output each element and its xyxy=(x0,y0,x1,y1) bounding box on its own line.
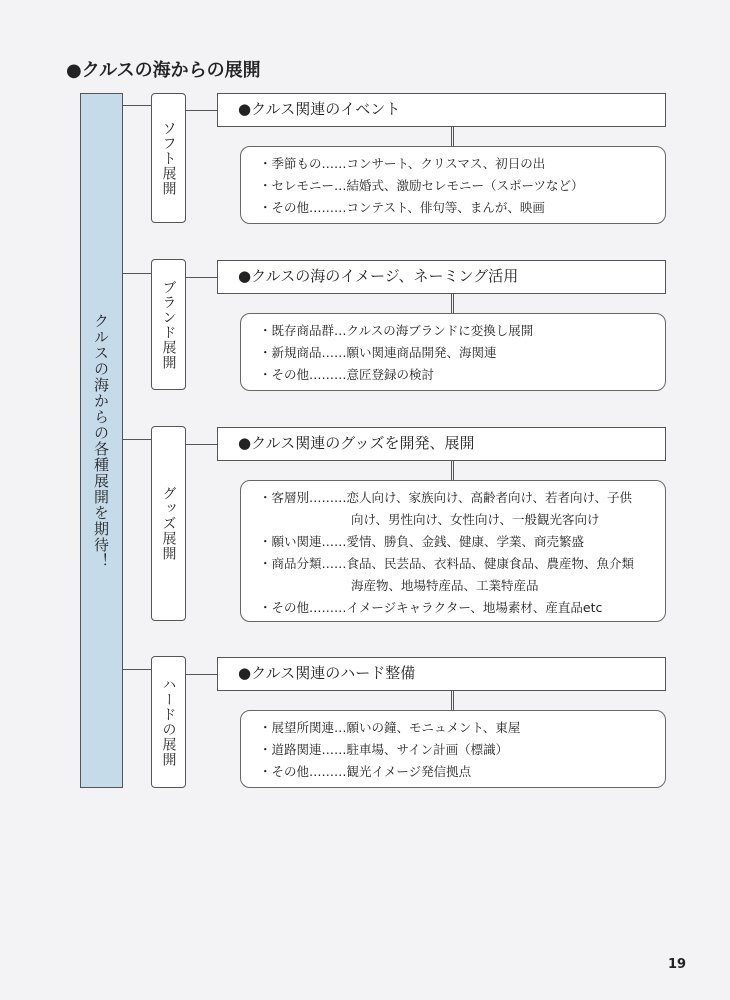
connector-heading-detail xyxy=(451,127,454,146)
category-box-brand xyxy=(151,259,186,390)
detail-row: ・その他………コンテスト、俳句等、まんが、映画 xyxy=(259,200,545,215)
connector-main-brand xyxy=(123,273,151,274)
detail-box-hard xyxy=(240,710,666,788)
main-label-box xyxy=(80,93,123,788)
section-heading-goods: ●クルス関連のグッズを開発、展開 xyxy=(217,427,666,461)
connector-brand-heading xyxy=(186,277,217,278)
title-bullet: ● xyxy=(66,60,82,81)
detail-row: ・道路関連……駐車場、サイン計画（標識） xyxy=(259,742,509,757)
detail-row: ・商品分類……食品、民芸品、衣料品、健康食品、農産物、魚介類 xyxy=(259,556,635,571)
category-label: ブランド展開 xyxy=(160,279,177,370)
detail-box-brand xyxy=(240,313,666,391)
detail-row-continuation: 海産物、地場特産品、工業特産品 xyxy=(351,578,539,593)
connector-main-goods xyxy=(123,439,151,440)
connector-soft-heading xyxy=(186,110,217,111)
detail-row: ・展望所関連…願いの鐘、モニュメント、東屋 xyxy=(259,720,521,735)
detail-row-continuation: 向け、男性向け、女性向け、一般観光客向け xyxy=(351,512,600,527)
category-box-hard xyxy=(151,656,186,788)
category-label: ハードの展開 xyxy=(160,677,177,767)
section-heading-soft: ●クルス関連のイベント xyxy=(217,93,666,127)
connector-goods-heading xyxy=(186,444,217,445)
detail-row: ・その他………イメージキャラクター、地場素材、産直品etc xyxy=(259,600,603,615)
page-title xyxy=(66,56,261,82)
detail-row: ・既存商品群…クルスの海ブランドに変換し展開 xyxy=(259,323,534,338)
connector-heading-detail xyxy=(451,691,454,710)
category-label: ソフト展開 xyxy=(160,120,177,196)
detail-row: ・その他………観光イメージ発信拠点 xyxy=(259,764,472,779)
title-text: クルスの海からの展開 xyxy=(81,60,261,81)
connector-main-soft xyxy=(123,105,151,106)
page-number: 19 xyxy=(668,957,687,972)
detail-row: ・新規商品……願い関連商品開発、海関連 xyxy=(259,345,497,360)
detail-row: ・セレモニー…結婚式、激励セレモニー（スポーツなど） xyxy=(259,178,584,193)
category-box-soft xyxy=(151,93,186,223)
section-heading-brand: ●クルスの海のイメージ、ネーミング活用 xyxy=(217,260,666,294)
connector-main-hard xyxy=(123,669,151,670)
detail-box-soft xyxy=(240,146,666,224)
category-box-goods xyxy=(151,426,186,621)
detail-row: ・季節もの……コンサート、クリスマス、初日の出 xyxy=(259,156,546,171)
main-label: クルスの海からの各種展開を期待！ xyxy=(92,312,110,569)
connector-heading-detail xyxy=(451,461,454,480)
connector-heading-detail xyxy=(451,294,454,313)
detail-row: ・願い関連……愛情、勝負、金銭、健康、学業、商売繁盛 xyxy=(259,534,585,549)
detail-row: ・客層別………恋人向け、家族向け、高齢者向け、若者向け、子供 xyxy=(259,490,633,505)
detail-row: ・その他………意匠登録の検討 xyxy=(259,367,435,382)
detail-box-goods xyxy=(240,480,666,622)
connector-hard-heading xyxy=(186,674,217,675)
section-heading-hard: ●クルス関連のハード整備 xyxy=(217,657,666,691)
category-label: グッズ展開 xyxy=(160,486,177,561)
